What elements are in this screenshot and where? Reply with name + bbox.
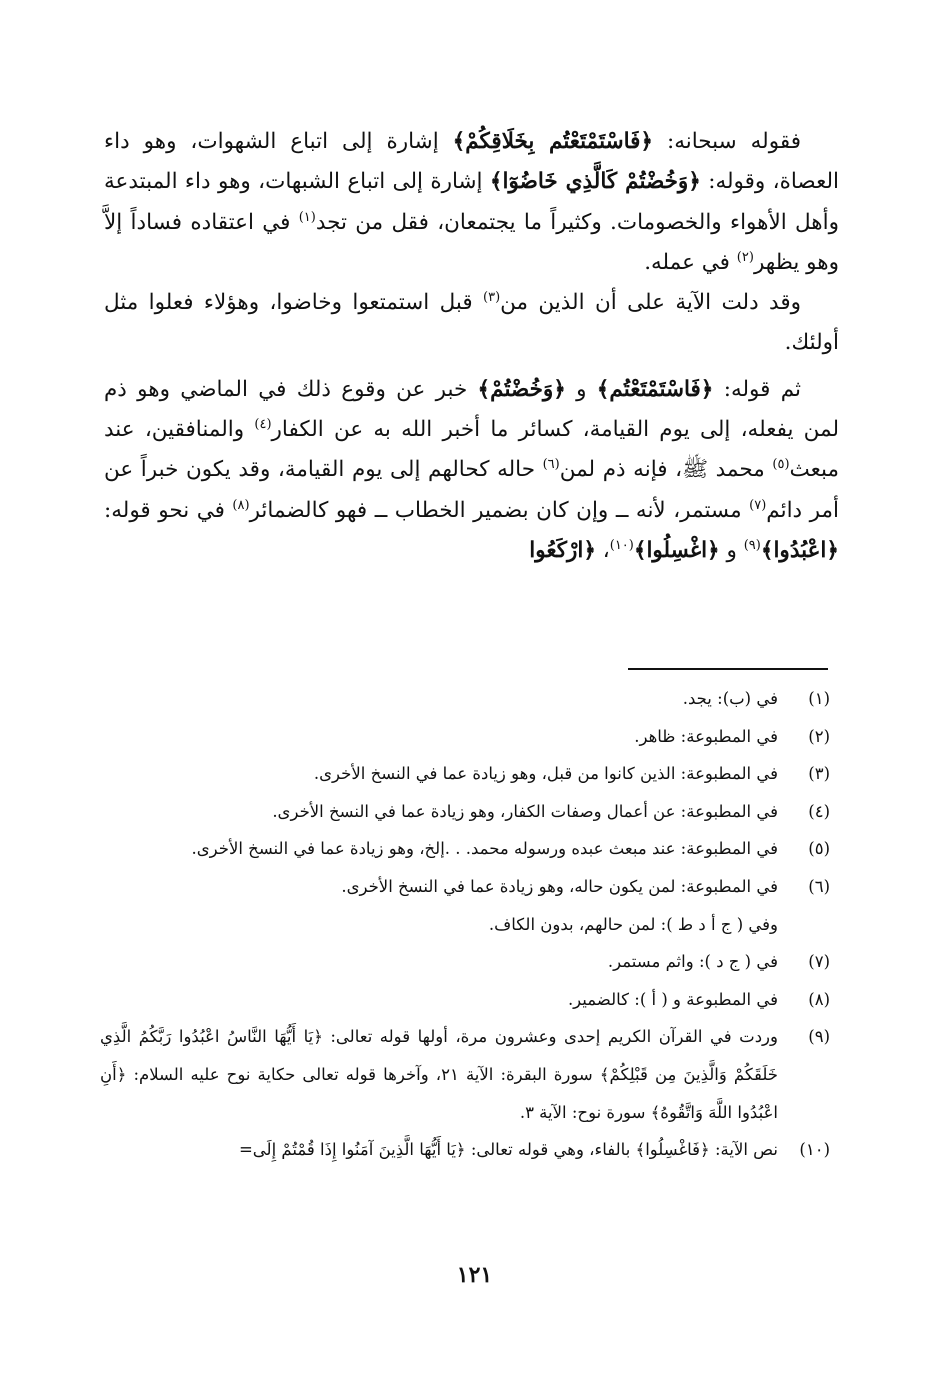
text-run: فقوله سبحانه: <box>653 129 801 154</box>
footnote-6-continuation <box>100 906 830 944</box>
footnote-text: وردت في القرآن الكريم إحدى وعشرون مرة، أولها قوله تعالى: ﴿يَا أَيُّهَا النَّاسُ اعْبُدُوا رَبَّكُمُ الَّذِي خَلَقَكُمْ وَالَّذِينَ مِن قَبْلِكُمْ﴾ سورة البقرة: الآية ٢١، وآخرها قوله تعالى حكاية نوح عليه السلام: ﴿أَنِ اعْبُدُوا اللَّهَ وَاتَّقُوهُ﴾ سورة نوح: الآية ٣. <box>100 1027 779 1122</box>
text-run: محمد ﷺ، فإنه ذم لمن <box>559 457 773 483</box>
footnote-number: (٣) <box>808 764 830 784</box>
footnote-text: في المطبوعة: عند مبعث عبده ورسوله محمد. . .إلخ، وهو زيادة عما في النسخ الأخرى. <box>191 839 778 859</box>
footnote-ref: (٨) <box>232 497 250 513</box>
footnote-text: في المطبوعة: الذين كانوا من قبل، وهو زيادة عما في النسخ الأخرى. <box>313 764 778 784</box>
footnote-8 <box>100 981 830 1019</box>
quran-quote: ﴿فَاسْتَمْتَعْتُم﴾ <box>596 376 714 402</box>
footnote-ref: (٣) <box>483 290 501 306</box>
paragraph-2 <box>104 283 839 364</box>
footnote-number: (٧) <box>808 952 830 972</box>
footnote-3 <box>100 755 830 793</box>
text-run: في نحو قوله: <box>104 497 233 523</box>
quran-quote: ﴿اغْسِلُوا﴾ <box>633 537 720 563</box>
text-run: مستمر، لأنه ــ وإن كان بضمير الخطاب ــ فهو كالضمائر <box>249 497 750 523</box>
footnote-4 <box>100 793 830 831</box>
quran-quote: ﴿ارْكَعُوا <box>529 537 596 563</box>
footnote-number: (١) <box>808 689 830 708</box>
footnote-number: (٩) <box>808 1027 830 1047</box>
text-run: وقد دلت الآية على أن الذين من <box>500 290 802 316</box>
page-number: ١٢١ <box>456 1262 493 1288</box>
footnote-number: (٢) <box>808 726 830 746</box>
footnote-text: في ( ج د ): واثم مستمر. <box>607 952 778 972</box>
footnote-ref: (٢) <box>736 249 754 265</box>
quran-quote: ﴿اعْبُدُوا﴾ <box>760 537 839 563</box>
footnote-6 <box>100 868 830 906</box>
quran-quote: ﴿فَاسْتَمْتَعْتُم بِخَلَاقِكُمْ﴾ <box>452 129 654 154</box>
text-run: في عمله. <box>644 249 737 275</box>
quran-quote: ﴿وَخُضْتُمْ﴾ <box>477 376 566 402</box>
footnote-5 <box>100 830 830 868</box>
footnote-7 <box>100 943 830 981</box>
text-run: قبل استمتعوا وخاضوا، وهؤلاء فعلوا مثل أولئك. <box>104 290 839 356</box>
footnote-ref: (٩) <box>743 537 761 553</box>
paragraph-1 <box>104 122 839 283</box>
footnotes <box>100 680 830 1169</box>
footnote-text: نص الآية: ﴿فَاغْسِلُوا﴾ بالفاء، وهي قوله تعالى: ﴿يَا أَيُّهَا الَّذِينَ آمَنُوا إِذَا قُمْتُمْ إِلَى= <box>238 1140 778 1160</box>
footnote-number: (٤) <box>808 801 830 821</box>
footnote-number: (٥) <box>808 839 830 859</box>
footnote-ref: (٤) <box>254 416 272 432</box>
text-run: حاله كحالهم إلى يوم القيامة، وقد يكون خبراً عن أمر دائم <box>104 457 839 523</box>
text-run: خبر عن وقوع ذلك في الماضي وهو ذم لمن يفعله، إلى يوم القيامة، كسائر ما أخبر الله به عن الكفار <box>104 376 839 443</box>
text-run: ، <box>595 537 610 563</box>
paragraph-3 <box>104 370 839 571</box>
footnote-ref: (٧) <box>749 497 767 513</box>
footnote-number: (٨) <box>808 989 830 1009</box>
text-run: في اعتقاده فساداً إلاَّ وهو يظهر <box>104 209 839 275</box>
text-run: إشارة إلى اتباع الشهوات، وهو داء العصاة، وقوله: <box>104 129 839 195</box>
footnote-number: (١٠) <box>799 1140 830 1160</box>
footnote-ref: (٦) <box>542 457 560 473</box>
footnote-ref: (١٠) <box>609 537 634 553</box>
main-text <box>104 122 839 571</box>
footnote-text: في (ب): يجد. <box>682 689 778 708</box>
text-run: والمنافقين، عند مبعث <box>104 417 840 483</box>
text-run: إشارة إلى اتباع الشبهات، وهو داء المبتدعة وأهل الأهواء والخصومات. وكثيراً ما يجتمعان، فقل من تجد <box>104 169 839 235</box>
footnote-text: في المطبوعة: عن أعمال وصفات الكفار، وهو زيادة عما في النسخ الأخرى. <box>272 801 778 821</box>
footnote-text: في المطبوعة: لمن يكون حاله، وهو زيادة عما في النسخ الأخرى. <box>341 876 778 896</box>
footnote-ref: (٥) <box>772 457 790 473</box>
footnote-text: في المطبوعة و ( أ ): كالضمير. <box>567 989 778 1009</box>
footnote-number: (٦) <box>808 876 830 896</box>
footnote-text: في المطبوعة: ظاهر. <box>634 726 778 746</box>
footnote-number <box>778 906 830 944</box>
footnote-1 <box>100 680 830 718</box>
footnote-text: وفي ( ج أ د ط ): لمن حالهم، بدون الكاف. <box>488 914 778 934</box>
text-run: و <box>565 376 597 402</box>
footnote-ref: (١) <box>298 209 316 225</box>
text-run: ثم قوله: <box>713 376 801 402</box>
text-run: و <box>719 537 744 563</box>
footnote-9 <box>100 1018 830 1131</box>
footnote-2 <box>100 718 830 756</box>
quran-quote: ﴿وَخُضْتُمْ كَالَّذِي خَاضُوٓا﴾ <box>489 169 701 195</box>
footnote-10 <box>100 1131 830 1169</box>
footnote-separator <box>628 668 828 670</box>
